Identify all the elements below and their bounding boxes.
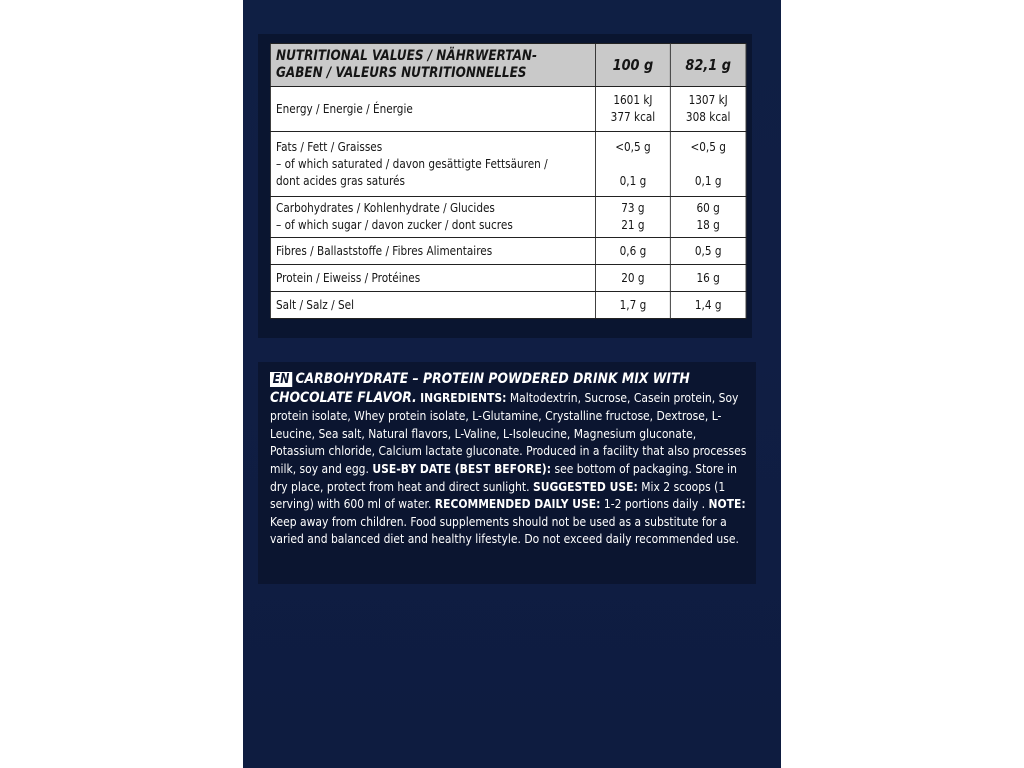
nutrition-row-energy	[270, 87, 746, 132]
suggested-use-label: SUGGESTED USE:	[532, 478, 638, 494]
daily-use-text: 1-2 portions daily .	[603, 496, 706, 512]
ingredients-block	[270, 370, 749, 548]
nutrient-label: Salt / Salz / Sel	[270, 292, 595, 319]
nutrient-value-100g: 73 g 21 g	[596, 197, 671, 238]
nutrient-value-100g: <0,5 g 0,1 g	[596, 132, 671, 197]
nutrient-value-serving: 16 g	[670, 265, 746, 292]
daily-use-label: RECOMMENDED DAILY USE:	[434, 496, 601, 512]
nutrition-header-per-serving: 82,1 g	[670, 44, 746, 87]
nutrition-header-label: NUTRITIONAL VALUES / NÄHRWERTAN- GABEN / VALEURS NUTRITIONNELLES	[270, 44, 595, 87]
note-text: Keep away from children. Food supplements should not be used as a substitute for a varied and balanced diet and healthy lifestyle. Do not exceed daily recommended use.	[270, 513, 739, 547]
nutrition-table	[270, 43, 746, 319]
nutrition-row-fibres	[270, 238, 746, 265]
nutrition-row-protein	[270, 265, 746, 292]
nutrient-value-100g: 1,7 g	[596, 292, 671, 319]
note-label: NOTE:	[708, 496, 746, 512]
nutrition-row-salt	[270, 292, 746, 319]
nutrient-label: Carbohydrates / Kohlenhydrate / Glucides – of which sugar / davon zucker / dont sucres	[270, 197, 595, 238]
ingredients-label: INGREDIENTS:	[420, 389, 507, 405]
nutrient-value-100g: 0,6 g	[596, 238, 671, 265]
nutrition-row-carbohydrates	[270, 197, 746, 238]
best-before-label: USE-BY DATE (BEST BEFORE):	[372, 460, 552, 476]
nutrient-label: Fats / Fett / Graisses – of which saturated / davon gesättigte Fettsäuren / dont acides gras saturés	[270, 132, 595, 197]
product-title: CARBOHYDRATE – PROTEIN POWDERED DRINK MIX WITH CHOCOLATE FLAVOR.	[270, 371, 690, 406]
nutrition-header-per-100g: 100 g	[596, 44, 671, 87]
nutrient-value-100g: 1601 kJ 377 kcal	[596, 87, 671, 132]
nutrient-value-100g: 20 g	[596, 265, 671, 292]
language-badge: EN	[270, 372, 292, 387]
nutrient-label: Protein / Eiweiss / Protéines	[270, 265, 595, 292]
nutrient-value-serving: <0,5 g 0,1 g	[670, 132, 746, 197]
nutrition-row-fats	[270, 132, 746, 197]
nutrient-value-serving: 1,4 g	[670, 292, 746, 319]
nutrient-value-serving: 0,5 g	[670, 238, 746, 265]
best-before-text: see bottom of packaging. Store in dry place, protect from heat and direct sunlight.	[270, 460, 737, 494]
nutrient-label: Energy / Energie / Énergie	[270, 87, 595, 132]
suggested-use-text: Mix 2 scoops (1 serving) with 600 ml of water.	[270, 478, 726, 512]
nutrient-value-serving: 60 g 18 g	[670, 197, 746, 238]
ingredients-text: Maltodextrin, Sucrose, Casein protein, Soy protein isolate, Whey protein isolate, L-Glutamine, Crystalline fructose, Dextrose, L-Leucine, Sea salt, Natural flavors, L-Valine, L-Isoleucine, Magnesium gluconate, Potassium chloride, Calcium lactate gluconate. Produced in a facility that also processes milk, soy and egg.	[270, 389, 747, 476]
nutrient-value-serving: 1307 kJ 308 kcal	[670, 87, 746, 132]
nutrition-header-row	[270, 44, 746, 87]
nutrient-label: Fibres / Ballaststoffe / Fibres Alimentaires	[270, 238, 595, 265]
